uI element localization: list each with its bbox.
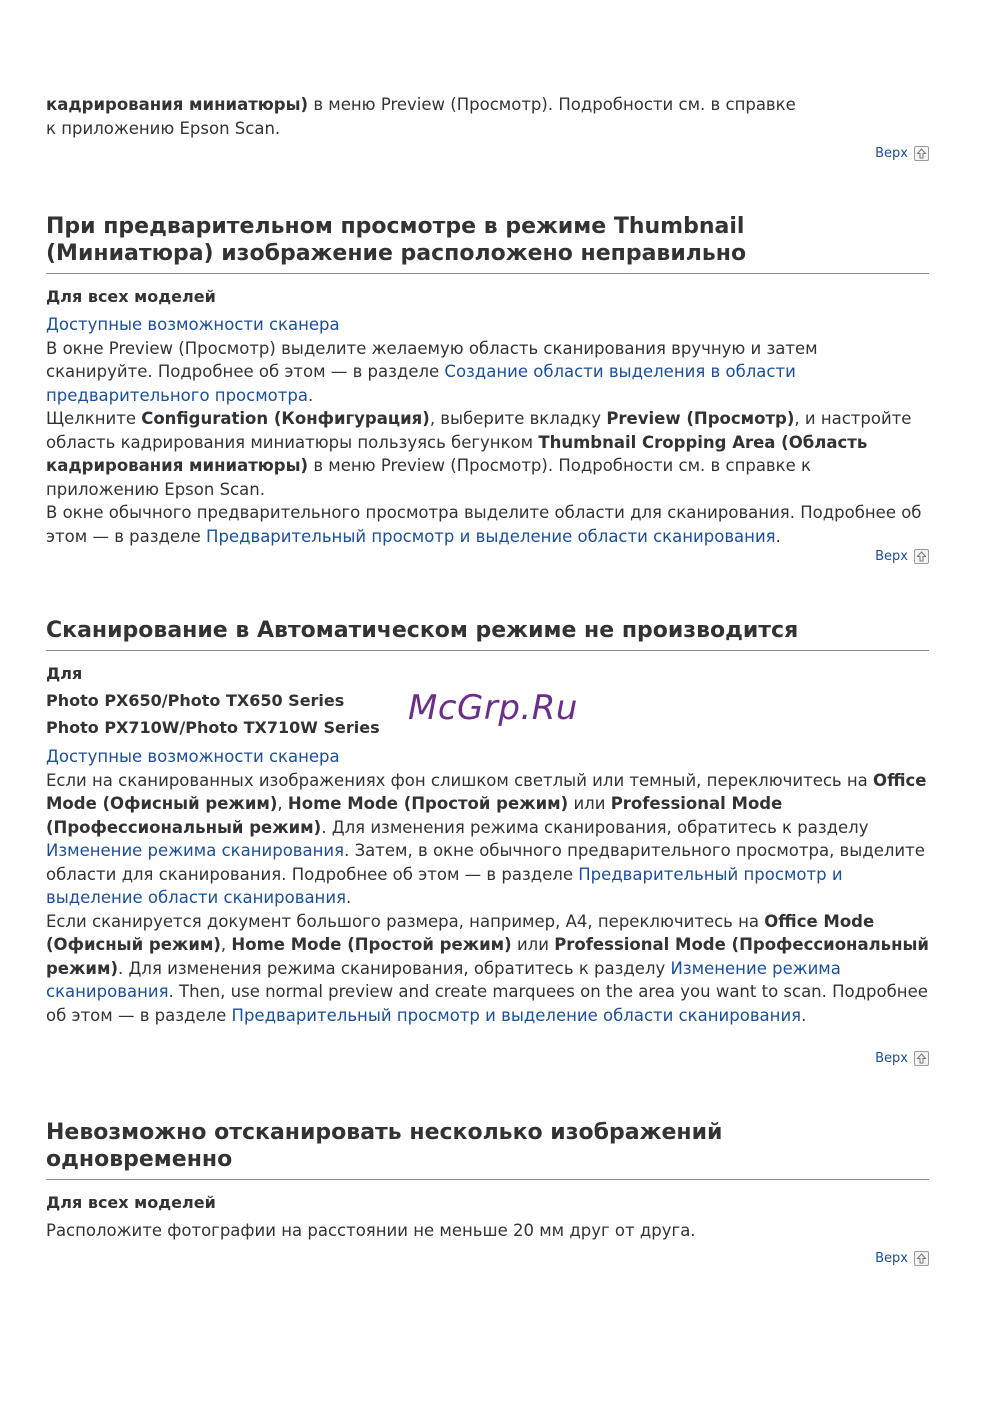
top-link[interactable]: Верх [875, 145, 908, 161]
paragraph: Если сканируется документ большого размера, например, A4, переключитесь на Office Mode (Офисный режим), Home Mode (Простой режим) или Professional Mode (Профессиональный режим). Для изменения режима сканирования, обратитесь к разделу Изменение режима сканирования. Then, use normal preview and create marquees on the area you want to scan. Подробнее об этом — в разделе Предварительный просмотр и выделение области сканирования. [46, 911, 929, 1025]
link-change-mode[interactable]: Изменение режима сканирования [46, 841, 345, 860]
back-to-top[interactable] [875, 546, 929, 566]
link-change-mode[interactable]: Изменение режима сканирования [46, 958, 841, 1001]
arrow-up-icon[interactable] [914, 1251, 929, 1266]
divider [46, 273, 929, 274]
paragraph: Если на сканированных изображениях фон слишком светлый или темный, переключитесь на Office Mode (Офисный режим), Home Mode (Простой режим) или Professional Mode (Профессиональный режим). Для изменения режима сканирования, обратитесь к разделу Изменение режима сканирования. Затем, в окне обычного предварительного просмотра, выделите области для сканирования. Подробнее об этом — в разделе Предварительный просмотр и выделение области сканирования. [46, 770, 927, 907]
models-label: Photo PX710W/Photo TX710W Series [46, 718, 380, 737]
link-preview-selection[interactable]: Предварительный просмотр и выделение области сканирования [46, 864, 843, 907]
divider [46, 1179, 929, 1180]
section-title-thumbnail: При предварительном просмотре в режиме Thumbnail (Миниатюра) изображение расположено неправильно [46, 214, 747, 266]
paragraph: В окне Preview (Просмотр) выделите желаемую область сканирования вручную и затем сканируйте. Подробнее об этом — в разделе Создание области выделения в области предварительного просмотра. [46, 338, 818, 405]
link-preview-selection[interactable]: Предварительный просмотр и выделение области сканирования [206, 526, 776, 546]
feature-link[interactable]: Доступные возможности сканера [46, 747, 340, 766]
paragraph: В окне обычного предварительного просмотра выделите области для сканирования. Подробнее об этом — в разделе Предварительный просмотр и выделение области сканирования. [46, 503, 922, 546]
arrow-up-icon[interactable] [914, 549, 929, 564]
section-title-auto-mode: Сканирование в Автоматическом режиме не производится [46, 618, 799, 643]
back-to-top[interactable] [875, 1248, 929, 1268]
link-preview-selection[interactable]: Предварительный просмотр и выделение области сканирования [231, 1005, 802, 1025]
models-label: Для всех моделей [46, 1193, 216, 1212]
top-link[interactable]: Верх [875, 1050, 908, 1066]
back-to-top[interactable] [875, 143, 929, 163]
section-body-auto-mode [46, 745, 929, 1027]
section-title-multiple-images: Невозможно отсканировать несколько изображений одновременно [46, 1120, 723, 1172]
divider [46, 650, 929, 651]
models-label: Для [46, 664, 83, 683]
intro-paragraph: кадрирования миниатюры) в меню Preview (Просмотр). Подробности см. в справке к приложению Epson Scan. [46, 95, 796, 138]
paragraph: Расположите фотографии на расстоянии не меньше 20 мм друг от друга. [46, 1221, 696, 1240]
link-create-marquee[interactable]: Создание области выделения в области предварительного просмотра [46, 362, 796, 405]
arrow-up-icon[interactable] [914, 146, 929, 161]
section-body-thumbnail [46, 313, 929, 548]
top-link[interactable]: Верх [875, 1250, 908, 1266]
arrow-up-icon[interactable] [914, 1051, 929, 1066]
back-to-top[interactable] [875, 1048, 929, 1068]
feature-link[interactable]: Доступные возможности сканера [46, 315, 340, 334]
paragraph: Щелкните Configuration (Конфигурация), выберите вкладку Preview (Просмотр), и настройте область кадрирования миниатюры пользуясь бегунком Thumbnail Cropping Area (Область кадрирования миниатюры) в меню Preview (Просмотр). Подробности см. в справке к приложению Epson Scan. [46, 409, 912, 499]
models-label: Photo PX650/Photo TX650 Series [46, 691, 345, 710]
models-label: Для всех моделей [46, 287, 216, 306]
watermark: McGrp.Ru [408, 688, 578, 728]
top-link[interactable]: Верх [875, 548, 908, 564]
